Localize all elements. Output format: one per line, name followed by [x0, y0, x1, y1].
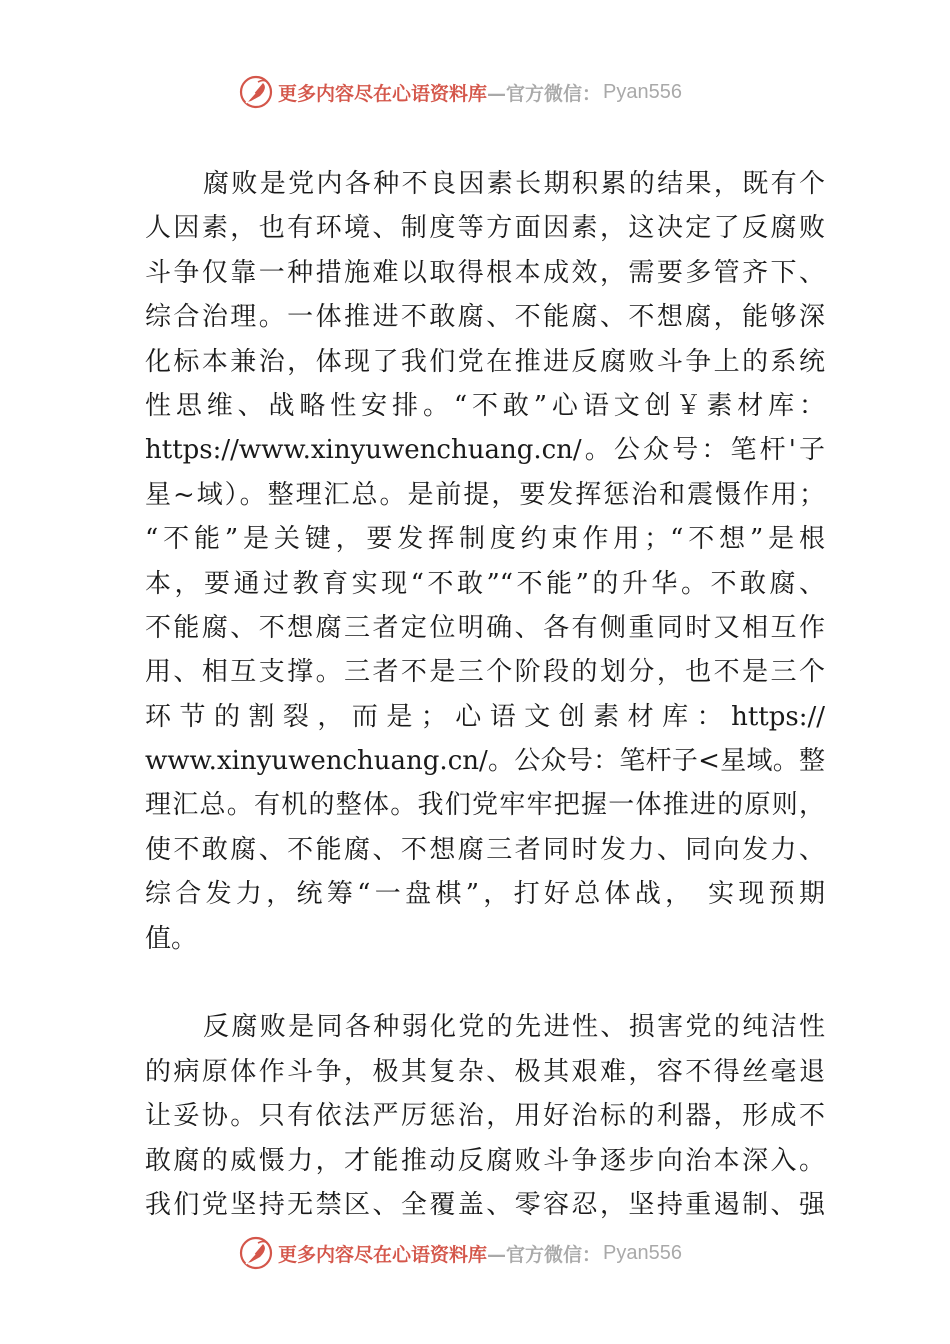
paragraph-spacer: [145, 961, 825, 1005]
paragraph-line: 用、相互支撑。三者不是三个阶段的划分，也不是三个: [145, 657, 825, 688]
paragraph-line: 环节的割裂，而是；心语文创素材库：https://: [145, 701, 825, 732]
paragraph-line: 使不敢腐、不能腐、不想腐三者同时发力、同向发力、: [145, 834, 825, 865]
article-body: [145, 162, 825, 1227]
paragraph-line: 本，要通过教育实现“不敢”“不能”的升华。不敢腐、: [145, 568, 825, 599]
paragraph-line: 敢腐的威慑力，才能推动反腐败斗争逐步向治本深入。: [145, 1145, 825, 1176]
watermark-wechat-id: Pyan556: [603, 80, 682, 103]
paragraph-line: 化标本兼治，体现了我们党在推进反腐败斗争上的系统: [145, 346, 825, 377]
paragraph-line: 值。: [145, 923, 198, 954]
footer-watermark: [238, 1233, 682, 1273]
paragraph-line: 让妥协。只有依法严厉惩治，用好治标的利器，形成不: [145, 1101, 825, 1132]
paragraph-line: 星~域）。整理汇总。是前提，要发挥惩治和震慑作用；: [145, 479, 825, 510]
quill-logo-icon: [238, 1235, 274, 1271]
watermark-official-text: —官方微信：: [487, 1243, 602, 1266]
paragraph-line: 综合发力，统筹“一盘棋”，打好总体战， 实现预期: [145, 879, 825, 910]
paragraph-2: [145, 1005, 825, 1227]
watermark-brand-text: 更多内容尽在心语资料库: [278, 1243, 488, 1266]
header-watermark: [238, 72, 682, 112]
paragraph-line: 反腐败是同各种弱化党的先进性、损害党的纯洁性: [203, 1012, 825, 1043]
watermark-brand-text: 更多内容尽在心语资料库: [278, 82, 488, 105]
paragraph-line: “不能”是关键，要发挥制度约束作用；“不想”是根: [145, 524, 825, 555]
paragraph-1: [145, 162, 825, 961]
paragraph-line: 综合治理。一体推进不敢腐、不能腐、不想腐，能够深: [145, 302, 825, 333]
paragraph-line: 的病原体作斗争，极其复杂、极其艰难，容不得丝毫退: [145, 1056, 825, 1087]
paragraph-line: 不能腐、不想腐三者定位明确、各有侧重同时又相互作: [145, 612, 825, 643]
watermark-wechat-id: Pyan556: [603, 1241, 682, 1264]
paragraph-line: 性思维、战略性安排。“不敢”心语文创￥素材库：: [145, 390, 825, 421]
paragraph-line: 斗争仅靠一种措施难以取得根本成效，需要多管齐下、: [145, 257, 825, 288]
paragraph-line: 腐败是党内各种不良因素长期积累的结果，既有个: [203, 169, 825, 199]
paragraph-line: 理汇总。有机的整体。我们党牢牢把握一体推进的原则，: [145, 790, 825, 821]
paragraph-line: www.xinyuwenchuang.cn/。公众号：笔杆子<星域。整: [145, 746, 825, 777]
paragraph-line: 人因素，也有环境、制度等方面因素，这决定了反腐败: [145, 213, 825, 244]
paragraph-line: https://www.xinyuwenchuang.cn/。公众号：笔杆'子: [145, 435, 825, 466]
quill-logo-icon: [238, 74, 274, 110]
watermark-official-text: —官方微信：: [487, 82, 602, 105]
paragraph-line: 我们党坚持无禁区、全覆盖、零容忍，坚持重遏制、强: [145, 1189, 825, 1220]
